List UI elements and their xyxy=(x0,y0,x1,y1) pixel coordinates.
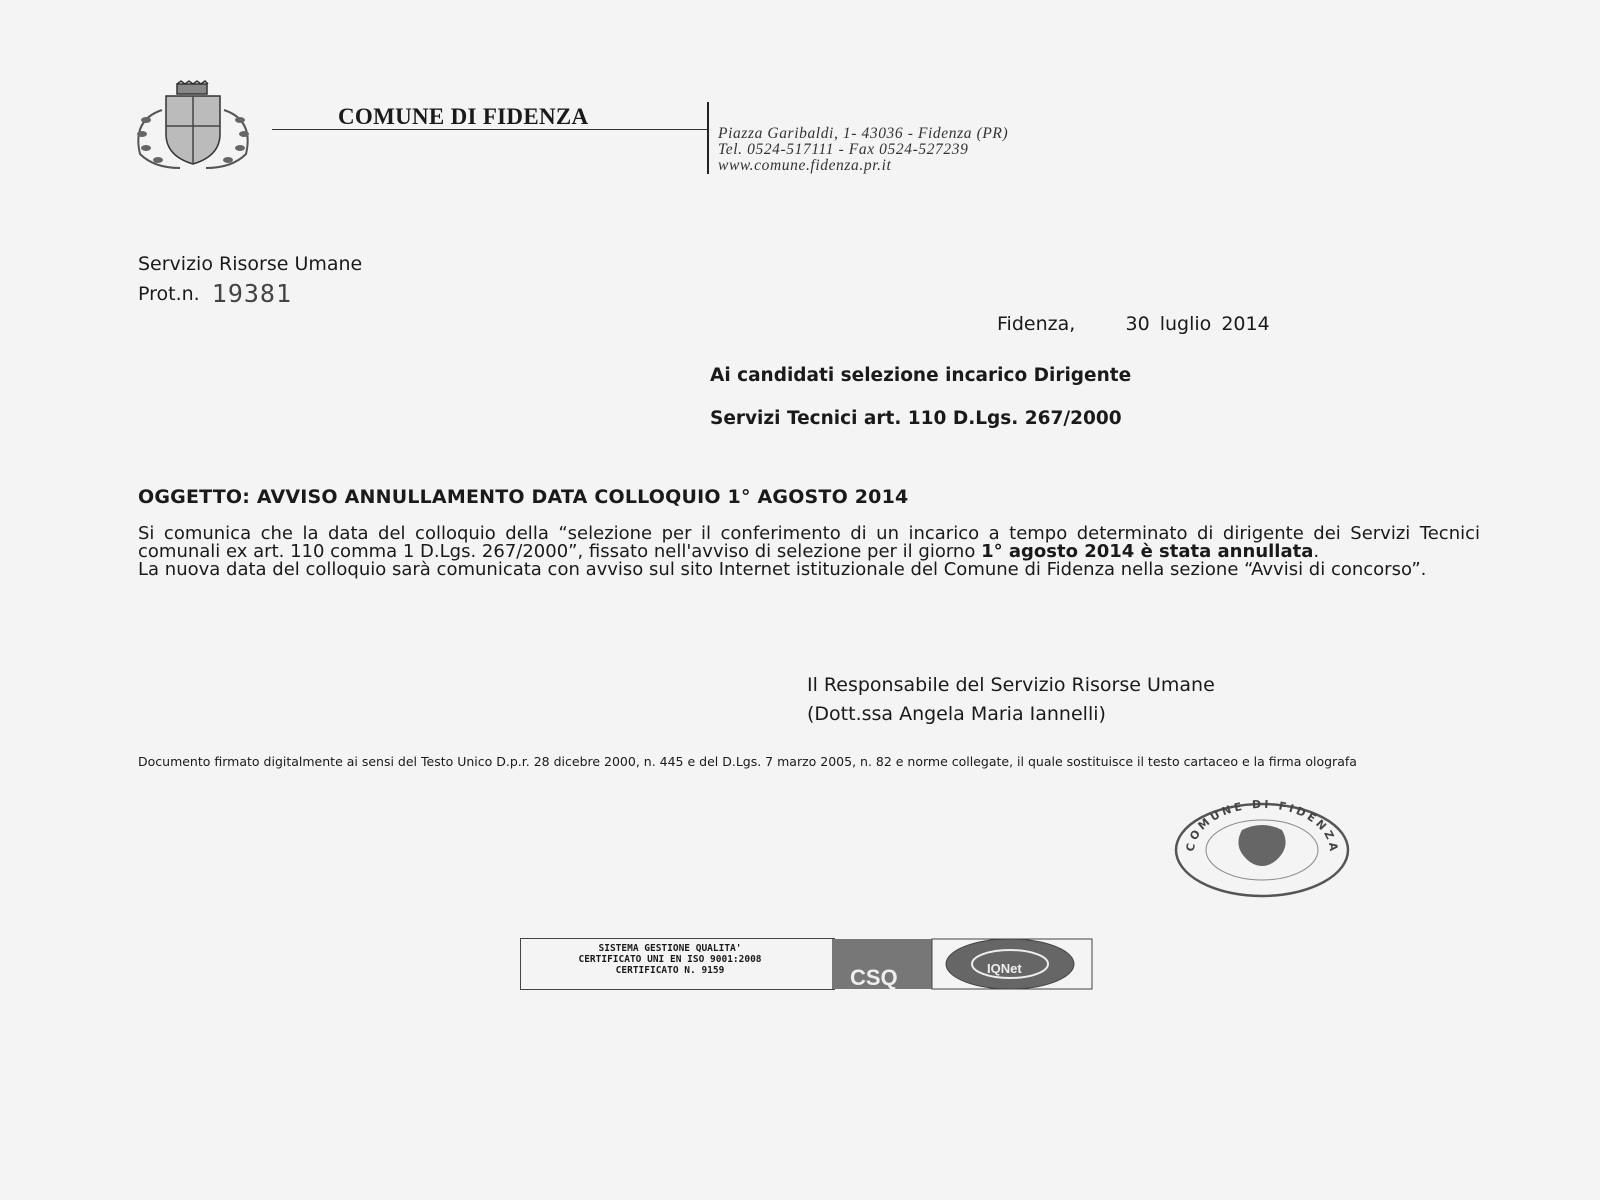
certification-text xyxy=(530,943,810,976)
stamp-text: COMUNE DI FIDENZA xyxy=(1183,800,1341,855)
org-address: Piazza Garibaldi, 1- 43036 - Fidenza (PR) xyxy=(718,125,1009,142)
body-paragraph-1-text: Si comunica che la data del colloquio della “selezione per il conferimento di un incarico a tempo determinato di dirigente dei Servizi Tecnici comunali ex art. 110 comma 1 D.Lgs. 267/2000”, fissato nell'avviso di selezione per il giorno xyxy=(138,523,1480,563)
signatory-role: Il Responsabile del Servizio Risorse Umane xyxy=(807,674,1215,696)
letter-place: Fidenza, xyxy=(997,313,1076,335)
recipients xyxy=(710,354,1131,440)
certification-line-2: CERTIFICATO UNI EN ISO 9001:2008 xyxy=(578,954,762,965)
body-paragraph-1-end: . xyxy=(1313,541,1320,563)
sender-service: Servizio Risorse Umane xyxy=(138,253,363,275)
org-phone-fax: Tel. 0524-517111 - Fax 0524-527239 xyxy=(718,141,969,158)
body-paragraph-1 xyxy=(138,525,1480,561)
sender-block xyxy=(138,251,362,308)
letter-date-value: 30 luglio 2014 xyxy=(1125,313,1270,335)
protocol-line xyxy=(138,278,362,308)
subject: OGGETTO: AVVISO ANNULLAMENTO DATA COLLOQUIO 1° AGOSTO 2014 xyxy=(138,486,909,508)
certification-line-3: CERTIFICATO N. 9159 xyxy=(615,965,725,976)
protocol-label: Prot.n. xyxy=(138,283,200,305)
body-paragraph-1-bold: 1° agosto 2014 è stata annullata xyxy=(981,541,1314,563)
iqnet-logo: IQNet xyxy=(987,961,1022,976)
signatory-name: (Dott.ssa Angela Maria Iannelli) xyxy=(807,703,1106,725)
org-name: COMUNE DI FIDENZA xyxy=(338,104,589,129)
header-divider xyxy=(707,102,709,174)
org-contact xyxy=(718,126,1008,174)
signature-block xyxy=(807,671,1215,729)
protocol-number: 19381 xyxy=(211,279,293,308)
org-website: www.comune.fidenza.pr.it xyxy=(718,157,892,174)
recipients-line-1: Ai candidati selezione incarico Dirigente xyxy=(710,365,1132,386)
certification-line-1: SISTEMA GESTIONE QUALITA' xyxy=(598,943,742,954)
recipients-line-2: Servizi Tecnici art. 110 D.Lgs. 267/2000 xyxy=(710,408,1122,429)
letter-body xyxy=(138,525,1480,580)
letter-date xyxy=(997,313,1270,335)
csq-logo: CSQ xyxy=(850,965,898,990)
coat-of-arms-icon xyxy=(122,80,264,172)
official-stamp-icon xyxy=(1172,800,1352,900)
body-paragraph-2: La nuova data del colloquio sarà comunicata con avviso sul sito Internet istituzionale del Comune di Fidenza nella sezione “Avvisi di concorso”. xyxy=(138,559,1427,581)
digital-signature-note: Documento firmato digitalmente ai sensi del Testo Unico D.p.r. 28 dicebre 2000, n. 445 e del D.Lgs. 7 marzo 2005, n. 82 e norme collegate, il quale sostituisce il testo cartaceo e la firma olografa xyxy=(138,754,1357,769)
